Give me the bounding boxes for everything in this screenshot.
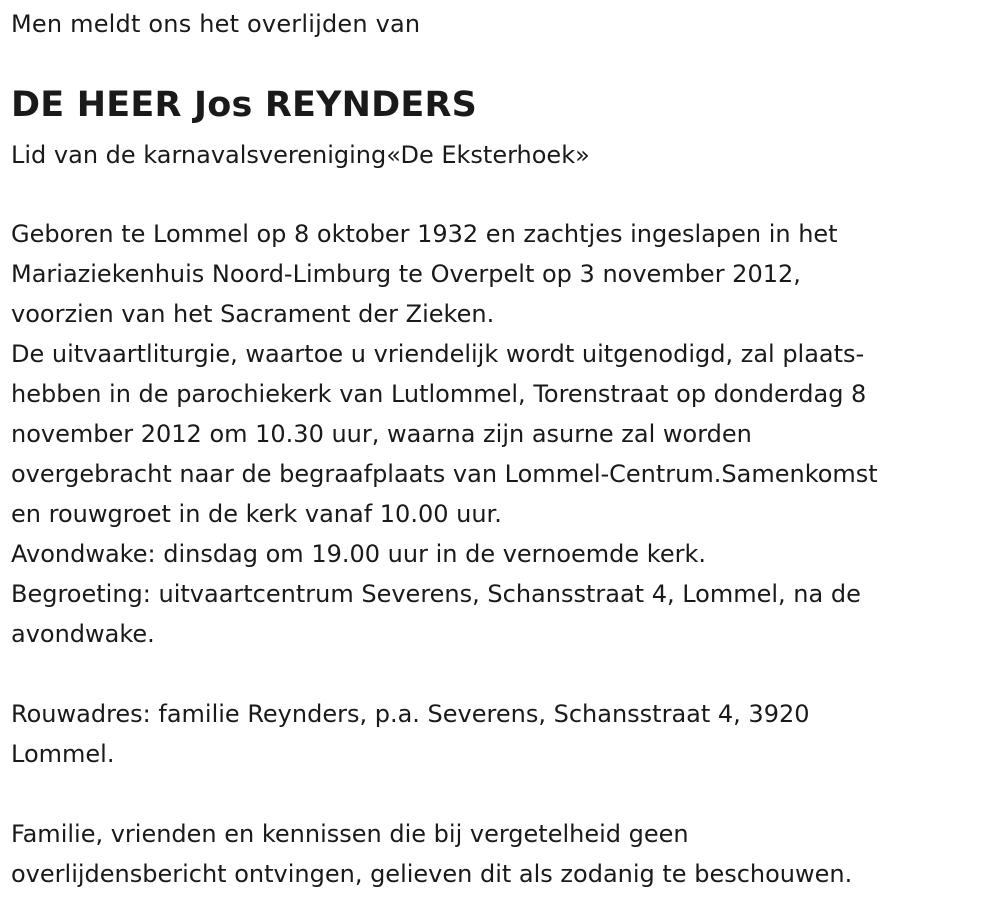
text-line: overlijdensbericht ontvingen, gelieven dit als zodanig te beschouwen. bbox=[11, 860, 853, 888]
text-line: Geboren te Lommel op 8 oktober 1932 en zachtjes ingeslapen in het bbox=[11, 220, 838, 248]
text-line: Avondwake: dinsdag om 19.00 uur in de vernoemde kerk. bbox=[11, 540, 706, 568]
text-line: Rouwadres: familie Reynders, p.a. Severens, Schansstraat 4, 3920 bbox=[11, 700, 810, 728]
text-line: overgebracht naar de begraafplaats van Lommel-Centrum.Samenkomst bbox=[11, 460, 878, 488]
mourning-address bbox=[11, 694, 996, 774]
text-line: avondwake. bbox=[11, 620, 155, 648]
text-line: voorzien van het Sacrament der Zieken. bbox=[11, 300, 495, 328]
text-line: Familie, vrienden en kennissen die bij vergetelheid geen bbox=[11, 820, 689, 848]
text-line: De uitvaartliturgie, waartoe u vriendelijk wordt uitgenodigd, zal plaats- bbox=[11, 340, 865, 368]
text-line: Mariaziekenhuis Noord-Limburg te Overpelt op 3 november 2012, bbox=[11, 260, 801, 288]
text-line: Lommel. bbox=[11, 740, 115, 768]
intro-text: Men meldt ons het overlijden van bbox=[11, 10, 421, 38]
text-line: Begroeting: uitvaartcentrum Severens, Schansstraat 4, Lommel, na de bbox=[11, 580, 861, 608]
family-note bbox=[11, 814, 996, 894]
text-line: hebben in de parochiekerk van Lutlommel, Torenstraat op donderdag 8 bbox=[11, 380, 867, 408]
deceased-name: DE HEER Jos REYNDERS bbox=[11, 85, 478, 125]
funeral-details bbox=[11, 214, 996, 654]
text-line: november 2012 om 10.30 uur, waarna zijn asurne zal worden bbox=[11, 420, 752, 448]
membership-text: Lid van de karnavalsvereniging«De Eksterhoek» bbox=[11, 141, 590, 169]
text-line: en rouwgroet in de kerk vanaf 10.00 uur. bbox=[11, 500, 502, 528]
